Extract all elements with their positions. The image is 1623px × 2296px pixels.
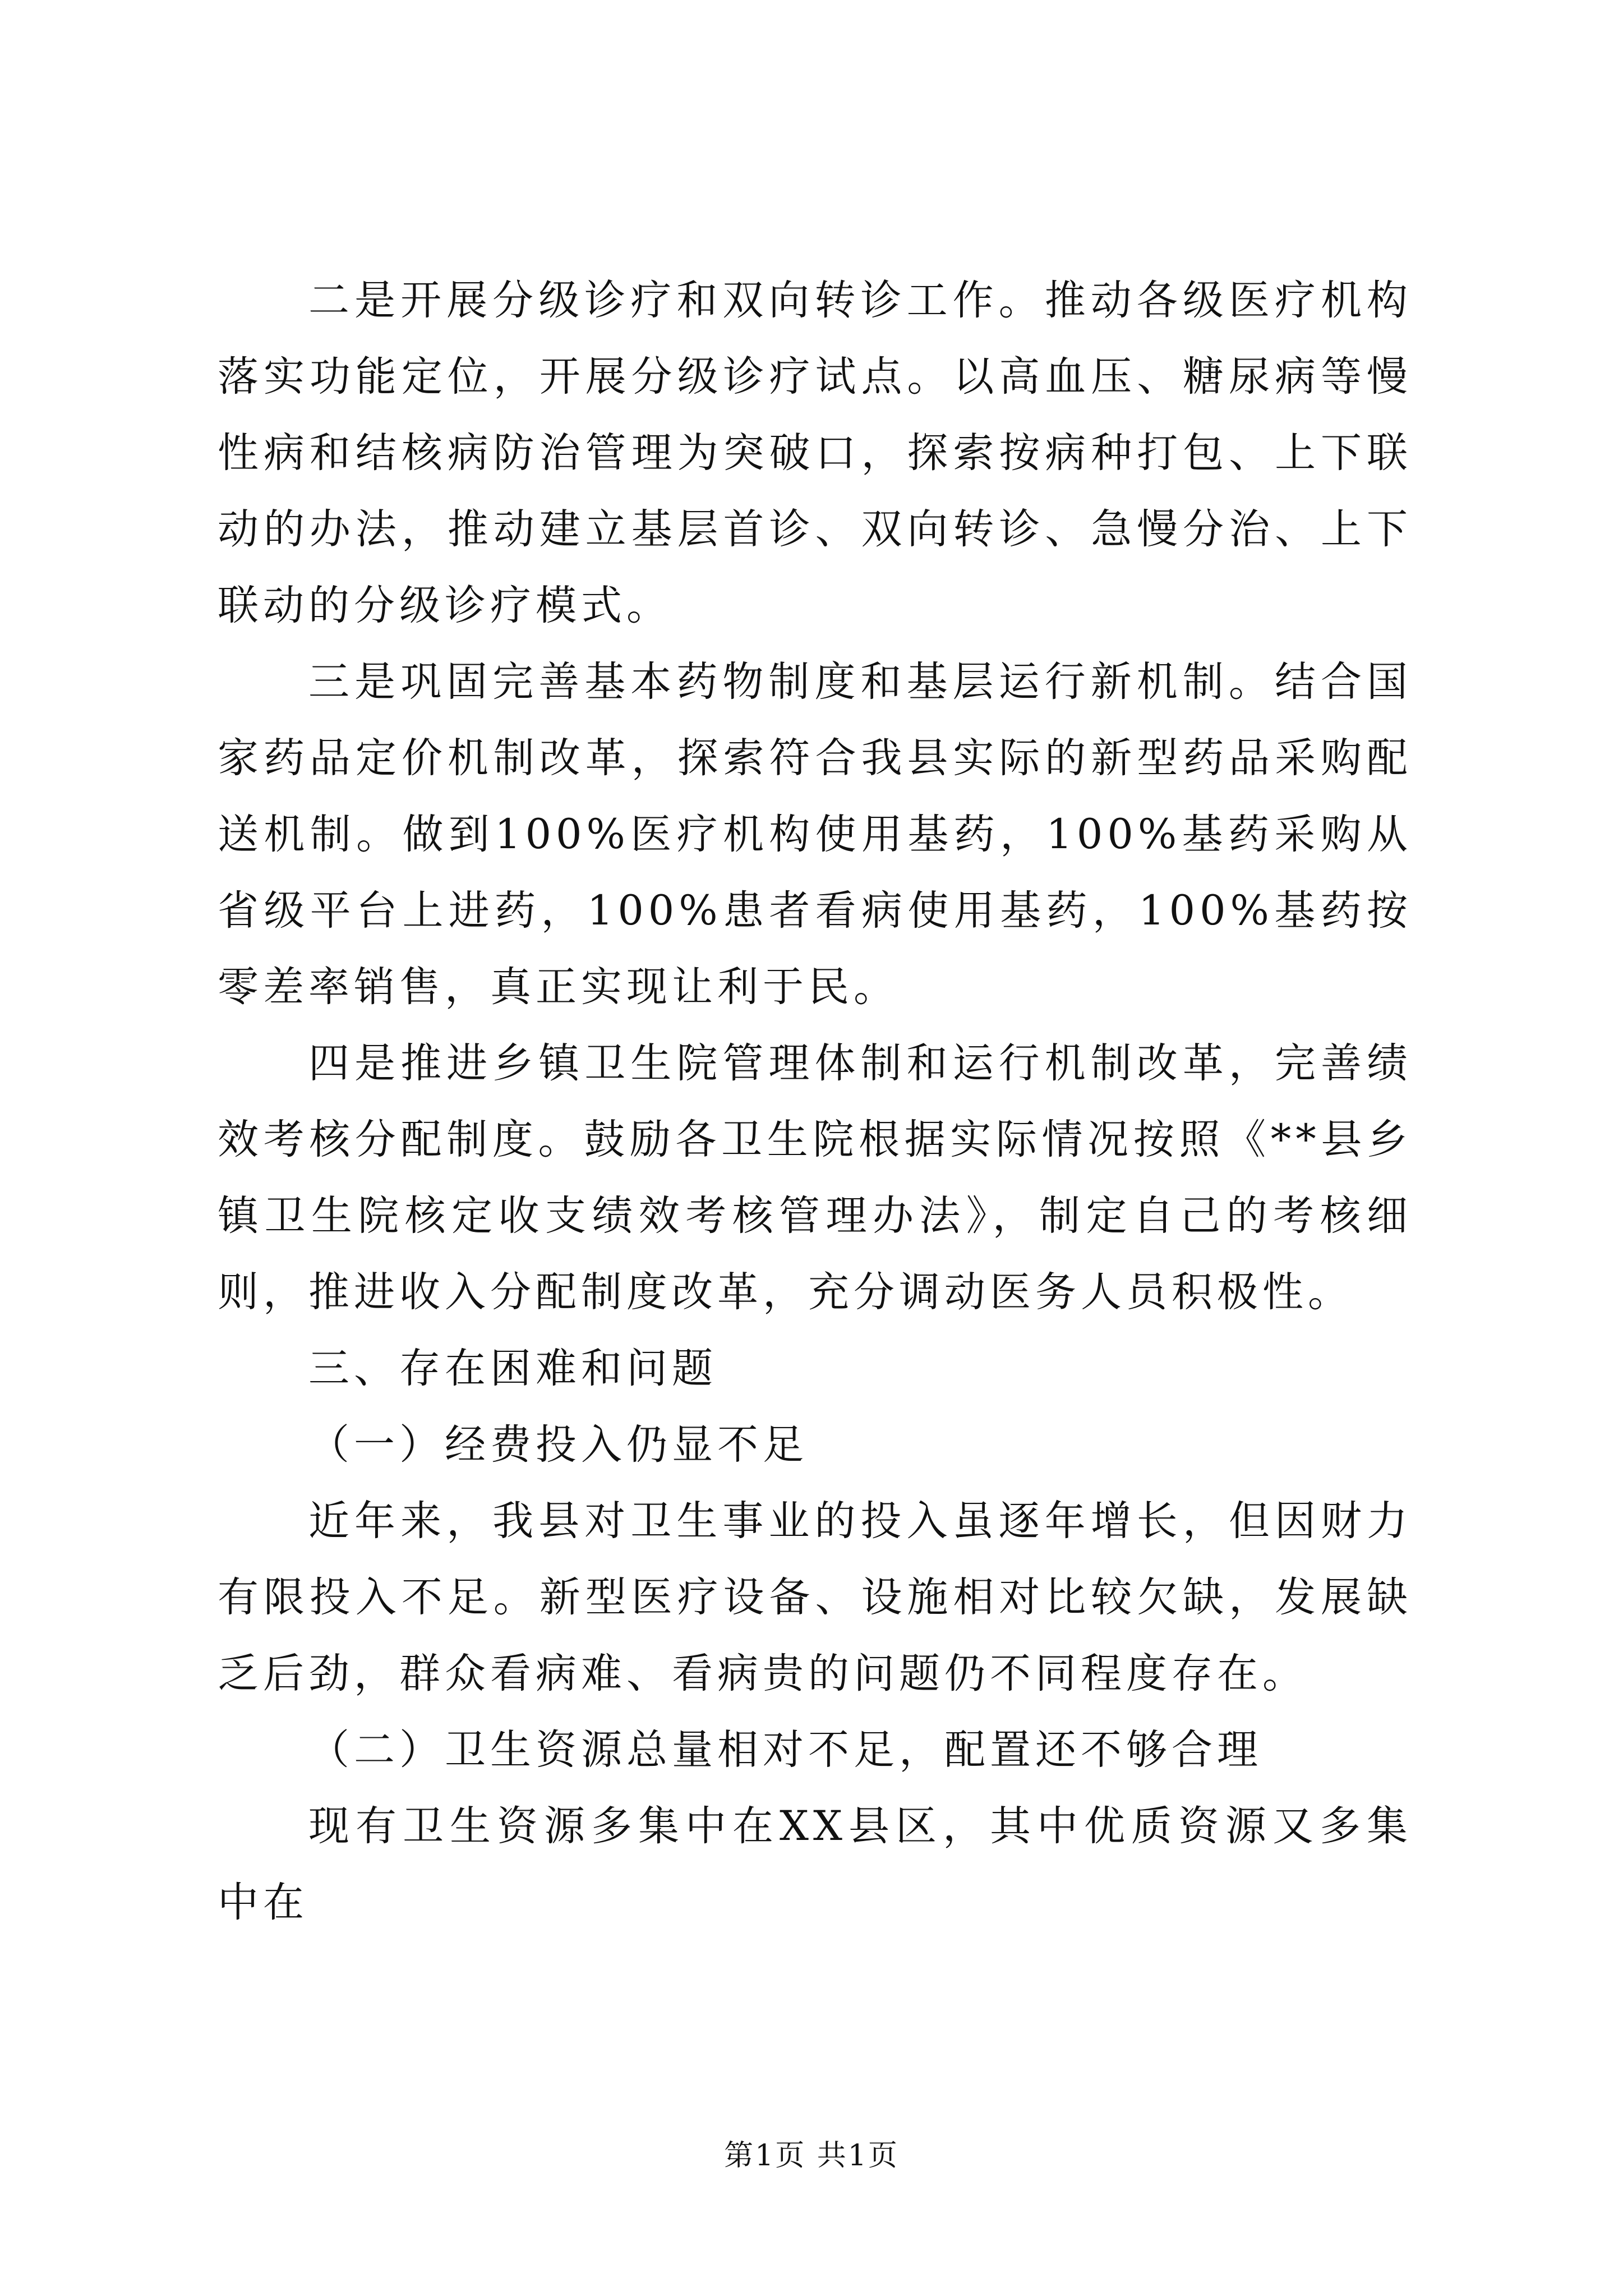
page-number-footer: 第1页 共1页 — [724, 2139, 899, 2173]
paragraph-essential-drugs: 三是巩固完善基本药物制度和基层运行新机制。结合国家药品定价机制改革，探索符合我县实际的新型药品采购配送机制。做到100%医疗机构使用基药，100%基药采购从省级平台上进药，100%患者看病使用基药，100%基药按零差率销售，真正实现让利于民。 — [218, 658, 1412, 1011]
subsection-1-heading: （一）经费投入仍显不足 — [308, 1421, 808, 1469]
subsection-2-heading: （二）卫生资源总量相对不足，配置还不够合理 — [308, 1726, 1262, 1774]
document-body — [218, 263, 1412, 1941]
subsection-1-text: 近年来，我县对卫生事业的投入虽逐年增长，但因财力有限投入不足。新型医疗设备、设施相对比较欠缺，发展缺乏后劲，群众看病难、看病贵的问题仍不同程度存在。 — [218, 1497, 1412, 1697]
section-heading: 三、存在困难和问题 — [308, 1345, 717, 1392]
paragraph-township-reform: 四是推进乡镇卫生院管理体制和运行机制改革，完善绩效考核分配制度。鼓励各卫生院根据实际情况按照《**县乡镇卫生院核定收支绩效考核管理办法》，制定自己的考核细则，推进收入分配制度改革，充分调动医务人员积极性。 — [218, 1039, 1412, 1316]
paragraph-tiered-diagnosis: 二是开展分级诊疗和双向转诊工作。推动各级医疗机构落实功能定位，开展分级诊疗试点。以高血压、糖尿病等慢性病和结核病防治管理为突破口，探索按病种打包、上下联动的办法，推动建立基层首诊、双向转诊、急慢分治、上下联动的分级诊疗模式。 — [218, 277, 1412, 629]
subsection-2-text: 现有卫生资源多集中在XX县区，其中优质资源又多集中在 — [218, 1802, 1412, 1926]
